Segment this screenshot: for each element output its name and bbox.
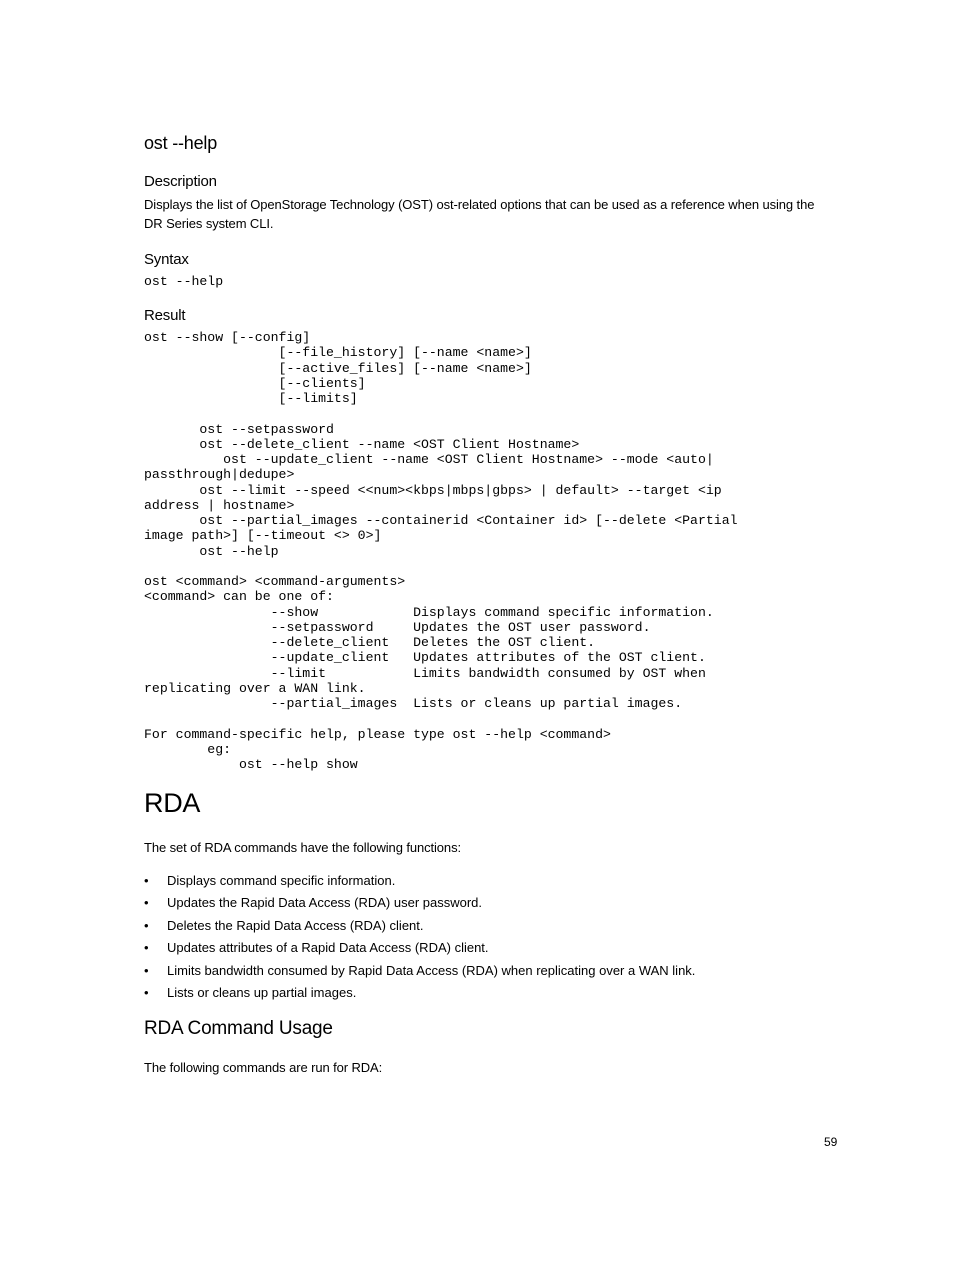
bullet-icon: • <box>144 895 149 911</box>
syntax-heading: Syntax <box>144 251 189 268</box>
bullet-icon: • <box>144 984 149 1000</box>
result-code: ost --show [--config] [--file_history] [--name <name>] [--active_files] [--name <name>] [--clients] [--limits] ost --setpassword ost --delete_client --name <OST Client Hostname> ost --update_client --name <OST Client Hostname> --mode <auto| passthrough|dedupe> ost --limit --speed <<num><kbps|mbps|gbps> | default> --target <ip address | hostname> ost --partial_images --containerid <Container id> [--delete <Partial image path>] [--timeout <> 0>] ost --help ost <command> <command-arguments> <command> can be one of: --show Displays command specific information. --setpassword Updates the OST user password. --delete_client Deletes the OST client. --update_client Updates attributes of the OST client. --limit Limits bandwidth consumed by OST when replicating over a WAN link. --partial_images Lists or cleans up partial images. For command-specific help, please type ost --help <command> eg: ost --help show <box>144 330 738 772</box>
list-item: • Lists or cleans up partial images. <box>144 984 357 1000</box>
description-text: Displays the list of OpenStorage Technology (OST) ost-related options that can be used as a reference when using the DR Series system CLI. <box>144 197 815 231</box>
rda-usage-text: The following commands are run for RDA: <box>144 1060 383 1075</box>
list-item: • Displays command specific information. <box>144 873 396 888</box>
bullet-icon: • <box>144 917 149 933</box>
list-item: • Limits bandwidth consumed by Rapid Data Access (RDA) when replicating over a WAN link. <box>144 962 696 978</box>
syntax-code: ost --help <box>144 274 224 289</box>
rda-usage-heading: RDA Command Usage <box>144 1018 333 1039</box>
rda-function-list <box>144 871 695 1005</box>
bullet-icon: • <box>144 940 149 956</box>
description-heading: Description <box>144 173 217 190</box>
list-item: • Updates the Rapid Data Access (RDA) user password. <box>144 895 483 911</box>
rda-intro: The set of RDA commands have the following functions: <box>144 840 461 855</box>
bullet-icon: • <box>144 962 149 978</box>
list-item: • Deletes the Rapid Data Access (RDA) client. <box>144 917 424 933</box>
page-number: 59 <box>824 1135 838 1149</box>
result-heading: Result <box>144 307 186 324</box>
command-title: ost --help <box>144 133 218 153</box>
list-item: • Updates attributes of a Rapid Data Access (RDA) client. <box>144 940 489 956</box>
bullet-icon: • <box>144 873 149 888</box>
rda-title: RDA <box>144 788 201 818</box>
